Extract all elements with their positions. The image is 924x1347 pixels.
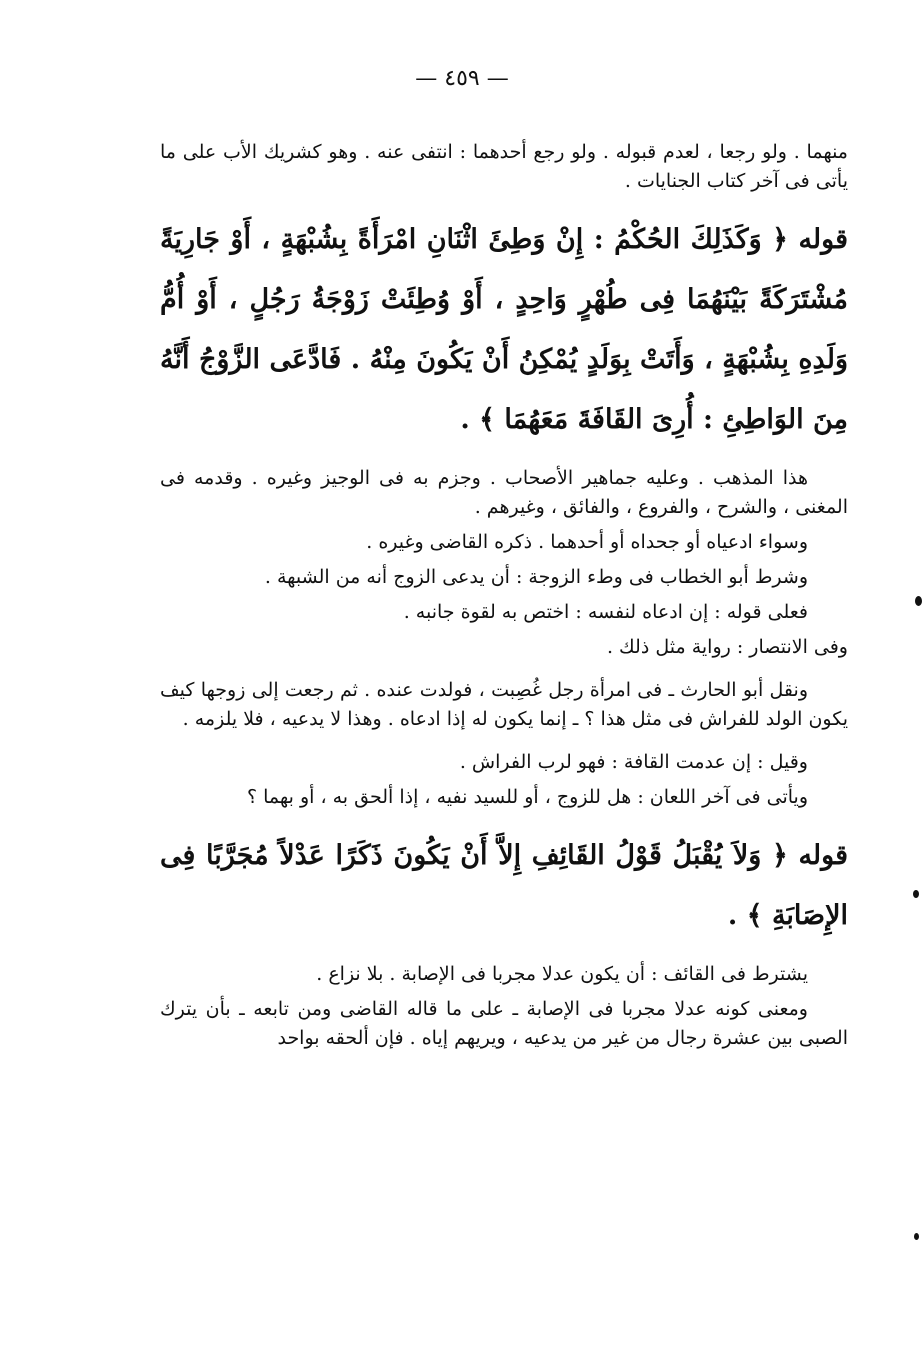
matn-passage — [160, 210, 848, 450]
paragraph: وفى الانتصار : رواية مثل ذلك . — [606, 636, 848, 658]
paragraph: ويأتى فى آخر اللعان : هل للزوج ، أو للسيد نفيه ، إذا ألحق به ، أو بهما ؟ — [246, 786, 808, 808]
scan-speck — [914, 1233, 919, 1240]
paragraph: فعلى قوله : إن ادعاه لنفسه : اختص به لقوة جانبه . — [403, 601, 808, 623]
paragraph: منهما . ولو رجعا ، لعدم قبوله . ولو رجع أحدهما : انتفى عنه . وهو كشريك الأب على ما يأتى فى آخر كتاب الجنايات . — [160, 141, 848, 192]
matn-lead: قوله — [798, 224, 848, 255]
scan-speck — [915, 596, 922, 606]
matn-text: ﴿ وَلاَ يُقْبَلُ قَوْلُ القَائِفِ إِلاَّ أَنْ يَكُونَ ذَكَرًا عَدْلاً مُجَرَّبًا فِى الإِصَابَةِ ﴾ . — [160, 840, 848, 931]
matn-text: ﴿ وَكَذَلِكَ الحُكْمُ : إِنْ وَطِئَ اثْنَانِ امْرَأَةً بِشُبْهَةٍ ، أَوْ جَارِيَةً مُشْتَرَكَةً بَيْنَهُمَا فِى طُهْرٍ وَاحِدٍ ، أَوْ وُطِئَتْ زَوْجَةُ رَجُلٍ ، أَوْ أُمُّ وَلَدِهِ بِشُبْهَةٍ ، وَأَتَتْ بِوَلَدٍ يُمْكِنُ أَنْ يَكُونَ مِنْهُ . فَادَّعَى الزَّوْجُ أَنَّهُ مِنَ الوَاطِئِ : أُرِىَ القَافَةَ مَعَهُمَا ﴾ . — [160, 224, 848, 435]
matn-passage — [160, 826, 848, 946]
paragraph: وشرط أبو الخطاب فى وطء الزوجة : أن يدعى الزوج أنه من الشبهة . — [264, 566, 808, 588]
paragraph: يشترط فى القائف : أن يكون عدلا مجربا فى الإصابة . بلا نزاع . — [316, 963, 808, 985]
paragraph: ومعنى كونه عدلا مجربا فى الإصابة ـ على ما قاله القاضى ومن تابعه ـ بأن يترك الصبى بين عشرة رجال من غير من يدعيه ، ويريهم إياه . فإن ألحقه بواحد — [160, 998, 848, 1049]
page-body — [160, 138, 848, 1053]
matn-lead: قوله — [798, 840, 848, 871]
paragraph: وقيل : إن عدمت القافة : فهو لرب الفراش . — [459, 751, 808, 773]
paragraph: ونقل أبو الحارث ـ فى امرأة رجل غُصِبت ، فولدت عنده . ثم رجعت إلى زوجها كيف يكون الولد للفراش فى مثل هذا ؟ ـ إنما يكون له إذا ادعاه . وهذا لا يدعيه ، فلا يلزمه . — [160, 679, 848, 730]
page-number: — ٤٥٩ — — [415, 66, 509, 91]
paragraph: وسواء ادعياه أو جحداه أو أحدهما . ذكره القاضى وغيره . — [366, 531, 808, 553]
scan-speck — [913, 890, 919, 898]
paragraph: هذا المذهب . وعليه جماهير الأصحاب . وجزم به فى الوجيز وغيره . وقدمه فى المغنى ، والشرح ، والفروع ، والفائق ، وغيرهم . — [160, 467, 848, 518]
